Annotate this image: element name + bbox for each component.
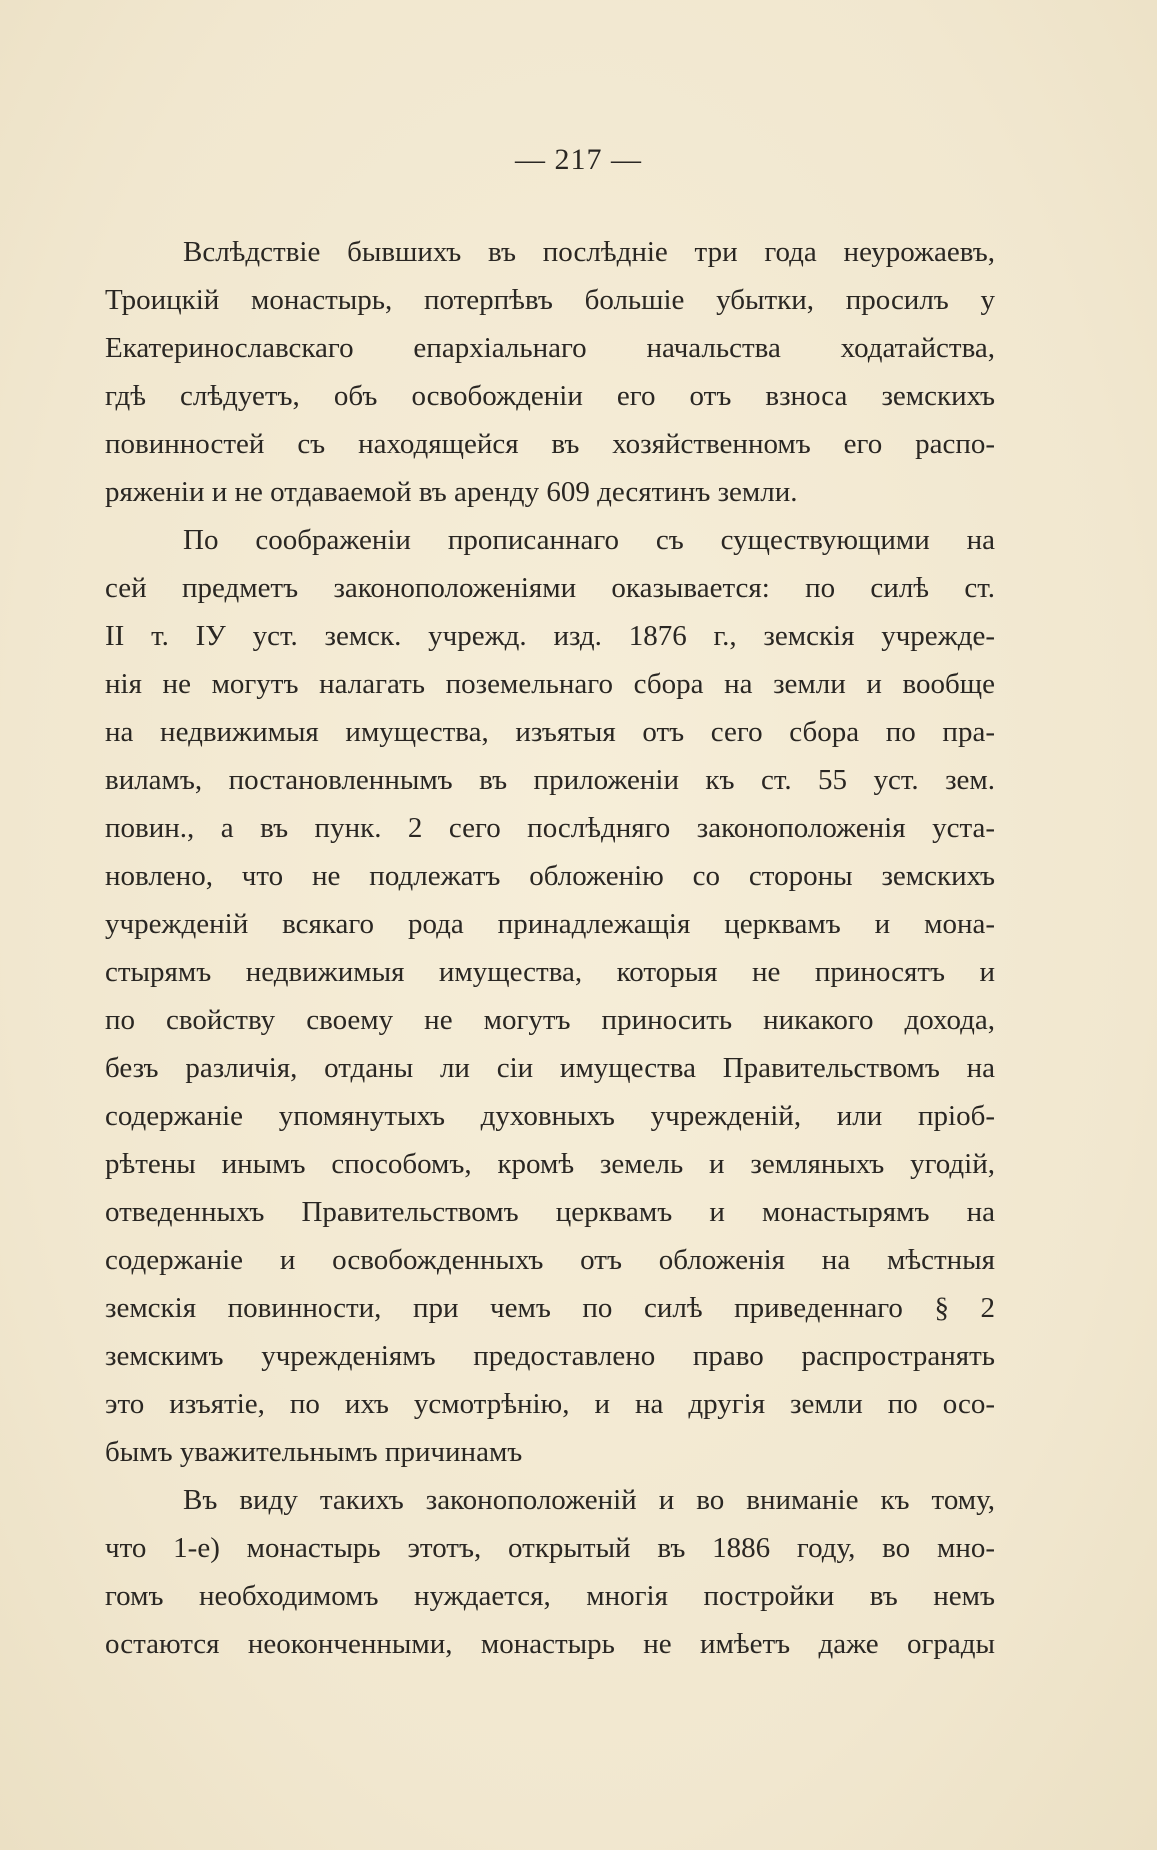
text-line: новлено, что не подлежатъ обложенію со стороны земскихъ — [105, 860, 995, 892]
text-line: стырямъ недвижимыя имущества, которыя не приносятъ и — [105, 956, 995, 988]
text-line: ряженіи и не отдаваемой въ аренду 609 десятинъ земли. — [105, 476, 798, 508]
text-line: это изъятіе, по ихъ усмотрѣнію, и на другія земли по осо- — [105, 1388, 995, 1420]
text-line: гомъ необходимомъ нуждается, многія постройки въ немъ — [105, 1580, 995, 1612]
text-line: рѣтены инымъ способомъ, кромѣ земель и земляныхъ угодій, — [105, 1148, 995, 1180]
text-line: Вслѣдствіе бывшихъ въ послѣдніе три года неурожаевъ, — [183, 236, 995, 268]
text-line: остаются неоконченными, монастырь не имѣетъ даже ограды — [105, 1628, 995, 1660]
text-line: отведенныхъ Правительствомъ церквамъ и монастырямъ на — [105, 1196, 995, 1228]
text-line: Троицкій монастырь, потерпѣвъ большіе убытки, просилъ у — [105, 284, 995, 316]
text-line: земскимъ учрежденіямъ предоставлено право распространять — [105, 1340, 995, 1372]
text-line: что 1-е) монастырь этотъ, открытый въ 1886 году, во мно- — [105, 1532, 995, 1564]
body-text — [105, 228, 995, 1668]
text-line: земскія повинности, при чемъ по силѣ приведеннаго § 2 — [105, 1292, 995, 1324]
text-line: безъ различія, отданы ли сіи имущества Правительствомъ на — [105, 1052, 995, 1084]
page-number: — 217 — — [515, 143, 642, 176]
text-line: виламъ, постановленнымъ въ приложеніи къ ст. 55 уст. зем. — [105, 764, 995, 796]
text-line: бымъ уважительнымъ причинамъ — [105, 1436, 523, 1468]
text-line: нія не могутъ налагать поземельнаго сбора на земли и вообще — [105, 668, 995, 700]
text-line: гдѣ слѣдуетъ, объ освобожденіи его отъ взноса земскихъ — [105, 380, 995, 412]
text-line: по свойству своему не могутъ приносить никакого дохода, — [105, 1004, 995, 1036]
text-line: содержаніе и освобожденныхъ отъ обложенія на мѣстныя — [105, 1244, 995, 1276]
text-line: учрежденій всякаго рода принадлежащія церквамъ и мона- — [105, 908, 995, 940]
text-line: II т. IУ уст. земск. учрежд. изд. 1876 г., земскія учрежде- — [105, 620, 995, 652]
text-line: Екатеринославскаго епархіальнаго начальства ходатайства, — [105, 332, 995, 364]
text-line: сей предметъ законоположеніями оказывается: по силѣ ст. — [105, 572, 995, 604]
text-line: повин., а въ пунк. 2 сего послѣдняго законоположенія уста- — [105, 812, 995, 844]
text-line: повинностей съ находящейся въ хозяйственномъ его распо- — [105, 428, 995, 460]
text-line: содержаніе упомянутыхъ духовныхъ учрежденій, или пріоб- — [105, 1100, 995, 1132]
text-line: на недвижимыя имущества, изъятыя отъ сего сбора по пра- — [105, 716, 995, 748]
text-line: Въ виду такихъ законоположеній и во вниманіе къ тому, — [183, 1484, 995, 1516]
text-line: По соображеніи прописаннаго съ существующими на — [183, 524, 995, 556]
